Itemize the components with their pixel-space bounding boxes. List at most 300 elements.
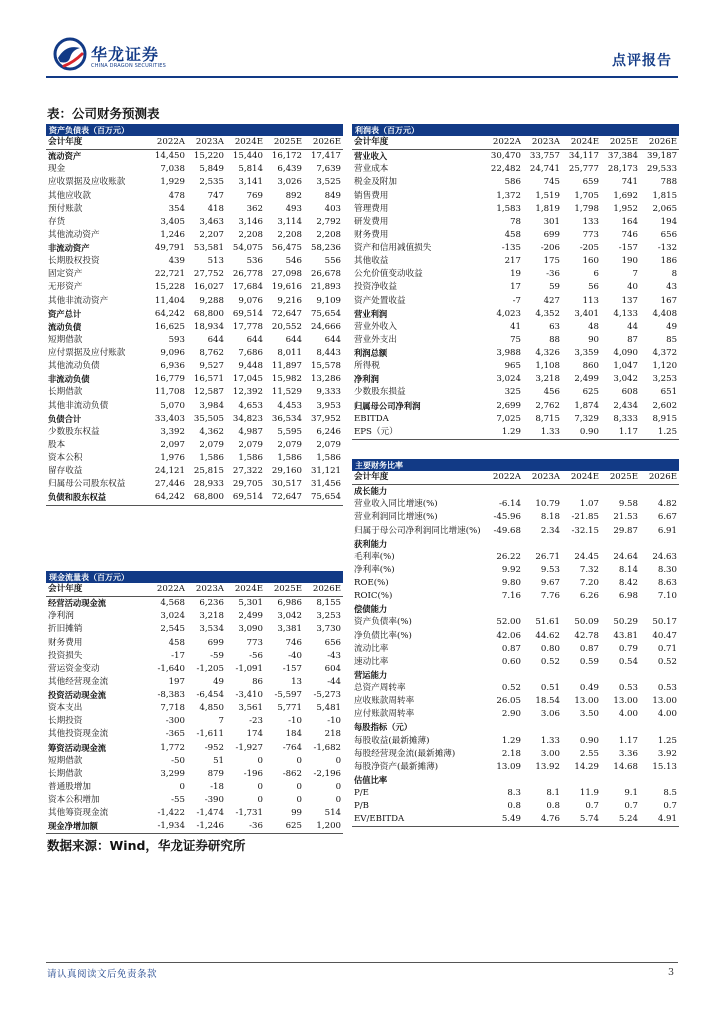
row-label: 营业利润	[354, 308, 388, 319]
table-row	[46, 452, 343, 465]
cell-value: 3,405	[160, 216, 185, 227]
cell-value: 1,815	[652, 190, 678, 201]
row-label: 短期借款	[48, 755, 83, 766]
cell-value: 9,448	[238, 361, 263, 372]
cell-value: 14.29	[574, 761, 599, 772]
cell-value: -21.85	[571, 512, 599, 523]
table-row	[352, 281, 679, 294]
table-row	[352, 308, 679, 321]
cell-value: 3,024	[160, 611, 185, 622]
cell-value: 24,741	[529, 164, 560, 175]
table-row	[352, 255, 679, 268]
row-label: 现金净增加额	[46, 820, 148, 834]
cell-value: 75,654	[304, 491, 343, 505]
cell-value: -10	[288, 716, 302, 727]
cell-value: 2,499	[238, 611, 263, 622]
company-logo	[52, 36, 172, 76]
table-row	[352, 748, 679, 761]
cell-value: -1,246	[187, 820, 226, 834]
cell-value: 4,987	[238, 426, 263, 437]
row-label: 营业成本	[354, 164, 389, 175]
cell-value: 644	[324, 334, 342, 345]
cell-value: 0.49	[579, 683, 599, 694]
table-row	[352, 630, 679, 643]
cell-value: 644	[207, 334, 224, 345]
cell-value: -55	[171, 795, 185, 806]
cell-value: -157	[282, 663, 302, 674]
cell-value: 29,533	[646, 164, 678, 175]
cell-value: 11,404	[154, 295, 185, 306]
cell-value: 16,571	[193, 374, 224, 385]
cell-value: 6.91	[657, 525, 677, 536]
table-row	[352, 708, 679, 721]
cell-value: 3,026	[277, 177, 302, 188]
row-label: 流动负债	[48, 321, 82, 332]
cell-value: 75,654	[310, 308, 342, 319]
cell-value: 14,450	[154, 151, 185, 162]
cell-value: 42.78	[574, 630, 599, 641]
cell-value: 9,288	[199, 295, 224, 306]
table-row	[352, 229, 679, 242]
table-row	[352, 485, 679, 499]
row-label: 财务费用	[48, 637, 83, 648]
cell-value: 16,027	[193, 282, 224, 293]
cell-value: 2,499	[574, 374, 599, 385]
cell-value: 860	[582, 361, 599, 372]
financial-ratios-table	[352, 459, 679, 827]
cell-value: -43	[327, 650, 342, 661]
cell-value: 5,301	[238, 598, 263, 609]
cell-value: 26.05	[496, 696, 521, 707]
cell-value: 11,529	[271, 387, 302, 398]
cell-value: 42.06	[496, 630, 521, 641]
row-label: 获利能力	[354, 538, 388, 549]
empty-cell	[562, 721, 601, 734]
cell-value: 9.53	[540, 564, 560, 575]
row-label: 归属母公司净利润	[354, 400, 421, 411]
cell-value: 8,915	[652, 413, 678, 424]
cell-value: 51	[213, 755, 224, 766]
table-row	[46, 715, 343, 728]
cell-value: 2.55	[579, 748, 599, 759]
cell-value: -5,597	[274, 690, 302, 701]
cell-value: 0.53	[657, 683, 677, 694]
cell-value: -50	[171, 755, 185, 766]
row-label: 普通股增加	[48, 781, 91, 792]
cell-value: 1,519	[535, 190, 560, 201]
row-label: 少数股东损益	[354, 387, 406, 398]
row-label: 其他应收款	[48, 190, 91, 201]
table-row	[352, 735, 679, 748]
column-header: 会计年度	[352, 136, 484, 150]
table-row	[46, 439, 343, 452]
year-header: 2023A	[523, 136, 562, 150]
cell-value: 0.60	[501, 656, 521, 667]
table-row	[46, 781, 343, 794]
table-row	[46, 163, 343, 176]
cell-value: 6,246	[316, 426, 342, 437]
cell-value: 31,121	[310, 466, 342, 477]
table-header-row	[352, 471, 679, 485]
cell-value: 5,771	[277, 703, 302, 714]
row-label: 营运资金变动	[48, 663, 100, 674]
logo-chinese-name: 华龙证券	[91, 45, 160, 64]
year-header: 2024E	[226, 583, 265, 597]
cell-value: 2,065	[652, 203, 678, 214]
row-label: 利润总额	[354, 348, 388, 359]
cell-value: 458	[168, 637, 185, 648]
cell-value: 7.16	[501, 591, 521, 602]
row-label: 少数股东权益	[48, 426, 100, 437]
cell-value: 2,699	[496, 400, 521, 411]
cell-value: 4,372	[652, 348, 678, 359]
cell-value: 49	[213, 676, 224, 687]
cell-value: 175	[543, 256, 560, 267]
cell-value: 99	[291, 808, 302, 819]
page-header	[0, 0, 724, 78]
row-label: 资本支出	[48, 703, 83, 714]
table-row	[352, 669, 679, 682]
table-row	[352, 176, 679, 189]
cell-value: 1,798	[574, 203, 599, 214]
table-row	[46, 610, 343, 623]
cell-value: 0.80	[540, 643, 560, 654]
cell-value: -56	[249, 650, 263, 661]
cell-value: 43.81	[613, 630, 638, 641]
cell-value: 659	[582, 177, 599, 188]
cell-value: 2,792	[316, 216, 342, 227]
cell-value: 3.50	[579, 709, 599, 720]
cell-value: -764	[282, 742, 302, 753]
cell-value: 50.29	[613, 617, 638, 628]
cell-value: 29,160	[271, 466, 302, 477]
table-row	[352, 787, 679, 800]
cell-value: 63	[549, 321, 560, 332]
cell-value: 608	[621, 387, 638, 398]
cell-value: 9.92	[501, 564, 521, 575]
cell-value: 15.13	[652, 761, 677, 772]
cell-value: 1,692	[613, 190, 638, 201]
cell-value: -5,273	[313, 690, 342, 701]
cell-value: 29,705	[232, 479, 263, 490]
row-label: 估值比率	[354, 774, 388, 785]
cell-value: 1,705	[574, 190, 599, 201]
cell-value: 1,772	[160, 742, 185, 753]
cell-value: 7	[632, 269, 638, 280]
cell-value: 17,684	[232, 282, 263, 293]
cell-value: 24,666	[310, 321, 342, 332]
cell-value: 3,299	[160, 768, 185, 779]
cell-value: 0	[296, 755, 302, 766]
cell-value: 6.26	[579, 591, 599, 602]
empty-cell	[601, 721, 640, 734]
cell-value: 3,024	[496, 374, 521, 385]
cell-value: 0.90	[579, 735, 599, 746]
table-title: 资产负债表（百万元）	[46, 124, 343, 136]
cell-value: -23	[249, 716, 263, 727]
cell-value: 8,762	[199, 348, 224, 359]
table-row	[46, 663, 343, 676]
cell-value: 1,976	[160, 453, 185, 464]
cell-value: 546	[285, 256, 302, 267]
empty-cell	[562, 774, 601, 787]
cell-value: 18,934	[193, 321, 224, 332]
table-row	[46, 308, 343, 321]
cell-value: 2,762	[535, 400, 560, 411]
empty-cell	[601, 774, 640, 787]
year-header: 2026E	[304, 583, 343, 597]
table-row	[46, 321, 343, 334]
cell-value: 3.92	[657, 748, 677, 759]
cell-value: -49.68	[493, 525, 521, 536]
cell-value: 7	[218, 716, 224, 727]
cell-value: 26.71	[535, 551, 560, 562]
cell-value: 1,586	[199, 453, 224, 464]
cell-value: 4,090	[613, 348, 638, 359]
cell-value: 37,384	[607, 151, 638, 162]
cell-value: 7.20	[579, 578, 599, 589]
row-label: P/E	[354, 788, 369, 799]
cell-value: 1,372	[496, 190, 521, 201]
cell-value: 68,800	[187, 491, 226, 505]
header-divider	[46, 76, 678, 78]
cell-value: 4.91	[640, 813, 679, 827]
cell-value: 2,208	[277, 229, 302, 240]
row-label: 流动比率	[354, 643, 389, 654]
cell-value: 25,815	[193, 466, 224, 477]
data-source-note: 数据来源：Wind，华龙证券研究所	[47, 838, 246, 853]
cell-value: 33,403	[154, 413, 185, 424]
cell-value: 3,114	[277, 216, 302, 227]
row-label: 营业收入	[354, 151, 388, 162]
cell-value: -206	[540, 243, 560, 254]
row-label: 资本公积增加	[48, 795, 100, 806]
cell-value: 4,023	[496, 308, 521, 319]
empty-cell	[523, 774, 562, 787]
cell-value: 3,561	[238, 703, 263, 714]
cell-value: -1,091	[235, 663, 263, 674]
cell-value: 3,218	[199, 611, 224, 622]
row-label: 非流动负债	[48, 374, 90, 385]
year-header: 2024E	[562, 471, 601, 485]
table-header-row	[46, 136, 343, 150]
table-row	[46, 413, 343, 426]
cell-value: 0	[335, 755, 342, 766]
row-label: 所得税	[354, 361, 380, 372]
table-row	[352, 774, 679, 787]
cell-value: 40.47	[652, 630, 677, 641]
cell-value: -6,454	[196, 690, 224, 701]
cell-value: 34,823	[232, 413, 263, 424]
cell-value: 68,800	[193, 308, 224, 319]
row-label: 每股指标（元）	[354, 722, 413, 733]
cell-value: -135	[501, 243, 521, 254]
cell-value: 167	[660, 295, 678, 306]
table-title-row	[46, 124, 343, 136]
cell-value: 51.61	[535, 617, 560, 628]
cell-value: 0	[335, 795, 342, 806]
cell-value: -1,927	[235, 742, 263, 753]
cell-value: 1.17	[618, 735, 638, 746]
table-row	[46, 742, 343, 755]
year-header: 2022A	[148, 583, 187, 597]
table-row	[46, 268, 343, 281]
table-row	[352, 203, 679, 216]
cell-value: 15,578	[310, 361, 342, 372]
table-row	[352, 360, 679, 373]
cell-value: 741	[621, 177, 638, 188]
row-label: 资产总计	[48, 308, 82, 319]
cell-value: 7.32	[579, 564, 599, 575]
year-header: 2022A	[484, 136, 523, 150]
table-row	[46, 347, 343, 360]
cell-value: 75	[510, 334, 521, 345]
cell-value: 5,481	[316, 703, 342, 714]
cell-value: 15,982	[271, 374, 302, 385]
cell-value: 644	[246, 334, 263, 345]
cell-value: 24.64	[613, 551, 638, 562]
cell-value: 3,463	[199, 216, 224, 227]
cell-value: 354	[168, 203, 185, 214]
cell-value: 3,253	[316, 611, 342, 622]
year-header: 2022A	[148, 136, 187, 150]
cell-value: 8.42	[618, 578, 638, 589]
empty-cell	[523, 669, 562, 682]
cell-value: 644	[285, 334, 302, 345]
cell-value: 746	[621, 229, 638, 240]
table-row	[352, 761, 679, 774]
table-row	[352, 656, 679, 669]
cell-value: 2,208	[238, 229, 263, 240]
year-header: 2022A	[484, 471, 523, 485]
row-label: 股本	[48, 439, 66, 450]
cell-value: 7.76	[540, 591, 560, 602]
table-row	[352, 590, 679, 603]
empty-cell	[562, 485, 601, 499]
cell-value: 41	[510, 321, 521, 332]
cell-value: 493	[285, 203, 302, 214]
cell-value: 556	[324, 256, 342, 267]
cell-value: 12,587	[193, 387, 224, 398]
table-row	[46, 334, 343, 347]
row-label: 营业利润同比增速(%)	[354, 512, 438, 523]
row-label: 总资产周转率	[354, 683, 406, 694]
table-row	[46, 820, 343, 834]
table-row	[46, 491, 343, 505]
table-row	[352, 538, 679, 551]
cell-value: 0.51	[540, 683, 560, 694]
cell-value: -365	[165, 729, 185, 740]
row-label: EBITDA	[354, 413, 389, 424]
cell-value: 19,616	[271, 282, 302, 293]
cell-value: 137	[621, 295, 638, 306]
cell-value: 513	[207, 256, 224, 267]
cell-value: 113	[582, 295, 599, 306]
cell-value: 773	[246, 637, 263, 648]
table-row	[352, 721, 679, 734]
cell-value: 17	[510, 282, 521, 293]
row-label: 财务费用	[354, 229, 389, 240]
table-row	[352, 373, 679, 386]
row-label: 净利润	[354, 374, 379, 385]
table-row	[352, 564, 679, 577]
dragon-logo-icon	[52, 36, 88, 72]
cell-value: 28,933	[193, 479, 224, 490]
cell-value: 5,849	[199, 164, 224, 175]
disclaimer-link[interactable]: 请认真阅读文后免责条款	[47, 969, 158, 980]
cell-value: 87	[627, 334, 638, 345]
cell-value: 7,686	[238, 348, 263, 359]
table-row	[46, 203, 343, 216]
cell-value: 0.52	[501, 683, 521, 694]
cell-value: 54,075	[232, 243, 263, 254]
cell-value: -1,474	[196, 808, 224, 819]
empty-cell	[484, 603, 523, 616]
row-label: 每股收益(最新摊薄)	[354, 735, 430, 746]
cell-value: 7,329	[574, 413, 599, 424]
row-label: EPS（元）	[352, 426, 484, 440]
cell-value: 3,392	[160, 426, 185, 437]
empty-cell	[562, 603, 601, 616]
cell-value: 0.8	[546, 801, 560, 812]
cell-value: 13.00	[652, 696, 677, 707]
row-label: P/B	[354, 801, 369, 812]
empty-cell	[484, 538, 523, 551]
cell-value: 6.98	[618, 591, 638, 602]
cell-value: 769	[246, 190, 263, 201]
cell-value: 0.7	[585, 801, 599, 812]
table-row	[46, 295, 343, 308]
cell-value: 9.67	[540, 578, 560, 589]
row-label: 归属于母公司净利润同比增速(%)	[354, 525, 481, 536]
cell-value: 745	[543, 177, 560, 188]
cell-value: 4,653	[238, 400, 263, 411]
cell-value: -3,410	[235, 690, 263, 701]
cell-value: 2,434	[613, 400, 638, 411]
cell-value: 13	[291, 676, 302, 687]
cell-value: 10.79	[535, 499, 560, 510]
cell-value: 1.17	[601, 426, 640, 440]
row-label: 毛利率(%)	[354, 551, 395, 562]
cell-value: 4,850	[199, 703, 224, 714]
cell-value: 9.80	[501, 578, 521, 589]
table-row	[46, 190, 343, 203]
cell-value: 1,120	[652, 361, 678, 372]
cell-value: 1,952	[613, 203, 638, 214]
empty-cell	[484, 721, 523, 734]
cell-value: 0.90	[562, 426, 601, 440]
table-row	[352, 413, 679, 426]
cell-value: 72,647	[271, 308, 302, 319]
cell-value: -300	[165, 716, 185, 727]
income-statement-table	[352, 124, 679, 440]
table-title-row	[46, 571, 343, 583]
year-header: 2026E	[304, 136, 343, 150]
cell-value: 6,236	[199, 598, 224, 609]
cell-value: 1,586	[316, 453, 342, 464]
cell-value: 604	[324, 663, 342, 674]
cell-value: 892	[285, 190, 302, 201]
row-label: 短期借款	[48, 334, 83, 345]
cell-value: 3,141	[238, 177, 263, 188]
year-header: 2025E	[265, 583, 304, 597]
row-label: 应收账款周转率	[354, 696, 415, 707]
cell-value: -1,731	[235, 808, 263, 819]
table-header-row	[46, 583, 343, 597]
table-row	[46, 768, 343, 781]
cell-value: 17,045	[232, 374, 263, 385]
cell-value: 15,220	[193, 151, 224, 162]
